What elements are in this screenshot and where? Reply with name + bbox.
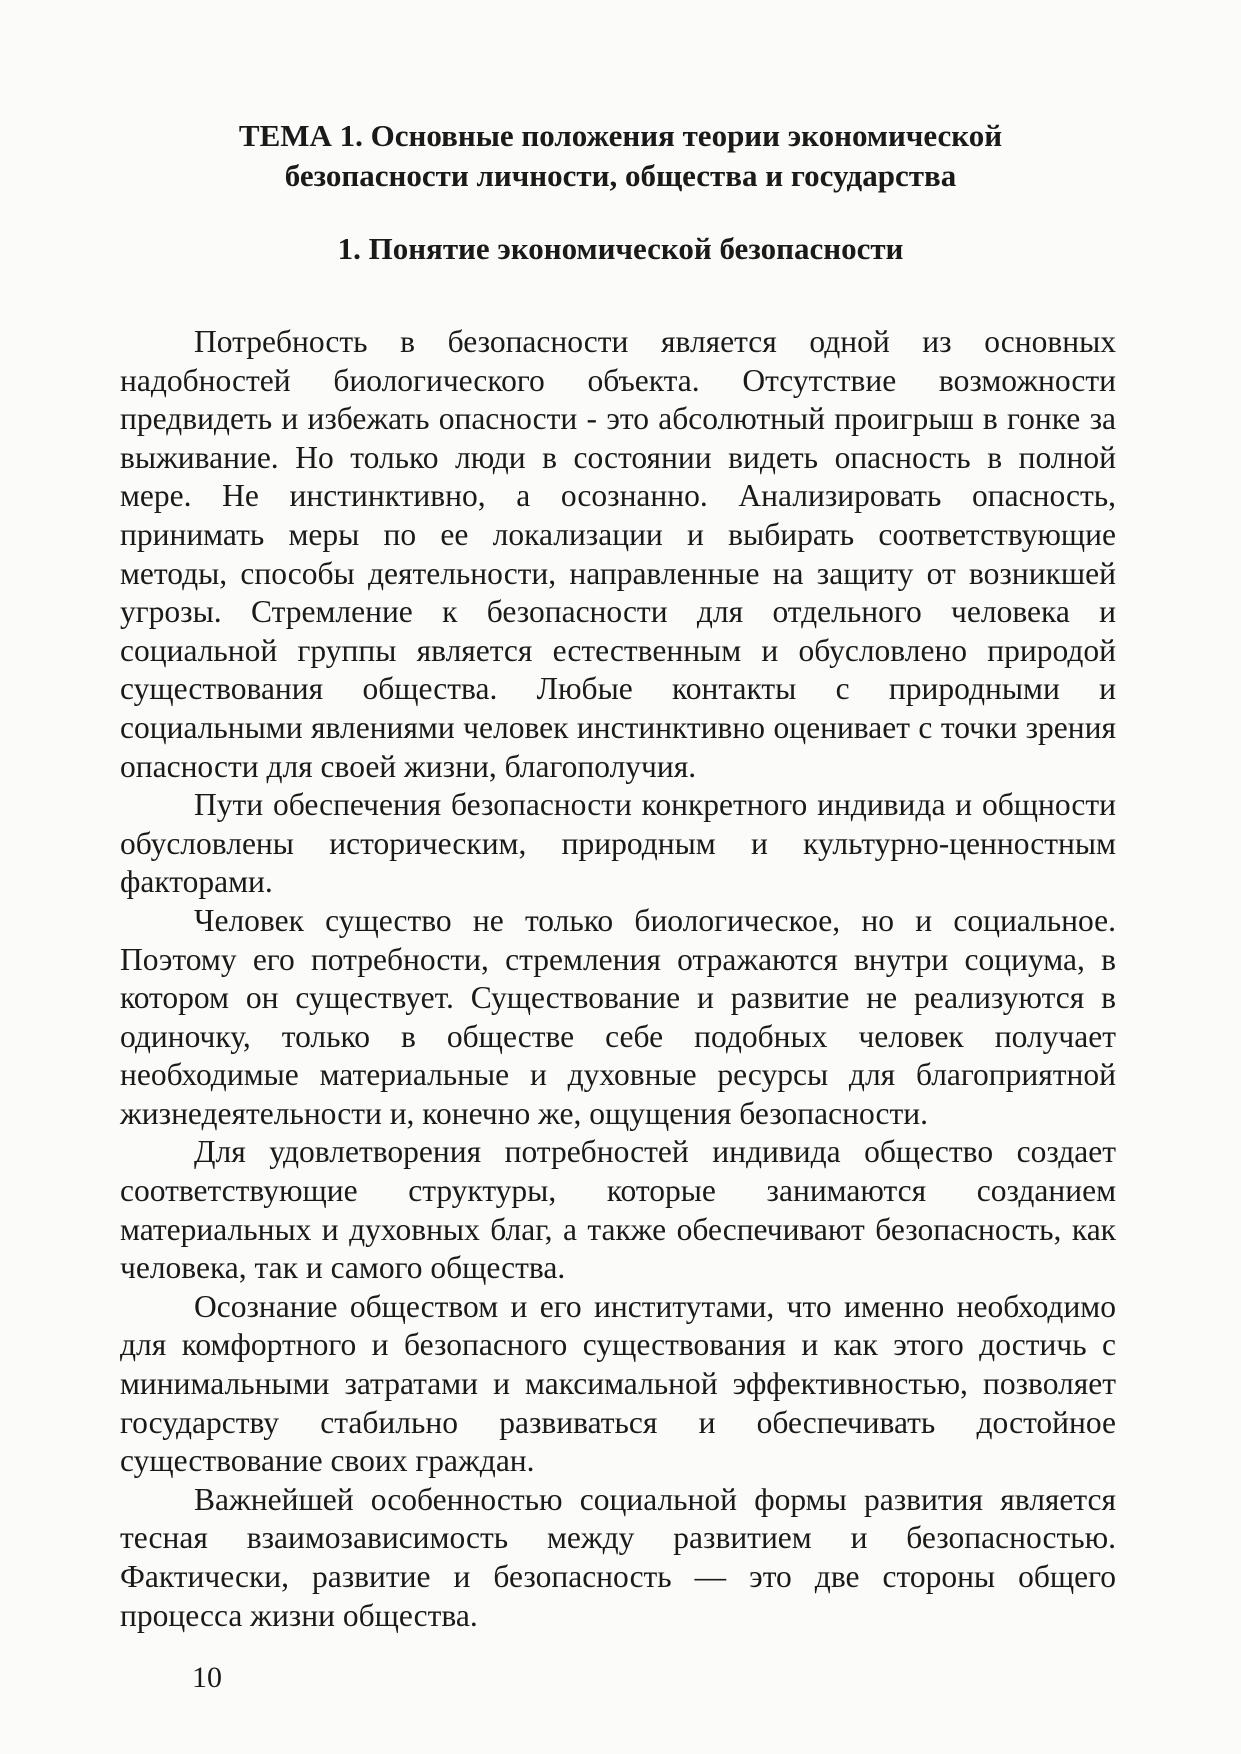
section-title: 1. Понятие экономической безопасности: [337, 231, 904, 266]
topic-title: [120, 116, 1121, 196]
body-text: [120, 323, 1116, 1635]
paragraph-1: Потребность в безопасности является одной из основных надобностей биологического объекта. Отсутствие возможности предвидеть и избежать опасности - это абсолютный проигрыш в гонке за выживание. Но только люди в состоянии видеть опасность в полной мере. Не инстинктивно, а осознанно. Анализировать опасность, принимать меры по ее локализации и выбирать соответствующие методы, способы деятельности, направленные на защиту от возникшей угрозы. Стремление к безопасности для отдельного человека и социальной группы является естественным и обусловлено природой существования общества. Любые контакты с природными и социальными явлениями человек инстинктивно оценивает с точки зрения опасности для своей жизни, благополучия.: [120, 324, 1116, 784]
topic-title-line-1: ТЕМА 1. Основные положения теории экономической: [238, 118, 1003, 153]
paragraph-3: Человек существо не только биологическое, но и социальное. Поэтому его потребности, стремления отражаются внутри социума, в котором он существует. Существование и развитие не реализуются в одиночку, только в обществе себе подобных человек получает необходимые материальные и духовные ресурсы для благоприятной жизнедеятельности и, конечно же, ощущения безопасности.: [120, 902, 1116, 1131]
paragraph-5: Осознание обществом и его институтами, что именно необходимо для комфортного и безопасного существования и как этого достичь с минимальными затратами и максимальной эффективностью, позволяет государству стабильно развиваться и обеспечивать достойное существование своих граждан.: [120, 1288, 1116, 1479]
paragraph-6: Важнейшей особенностью социальной формы развития является тесная взаимозависимость между развитием и безопасностью. Фактически, развитие и безопасность — это две стороны общего процесса жизни общества.: [120, 1481, 1116, 1633]
page-number: 10: [192, 1661, 222, 1694]
paragraph-2: Пути обеспечения безопасности конкретного индивида и общности обусловлены историческим, природным и культурно-ценностным факторами.: [120, 787, 1116, 900]
paragraph-4: Для удовлетворения потребностей индивида общество создает соответствующие структуры, которые занимаются созданием материальных и духовных благ, а также обеспечивают безопасность, как человека, так и самого общества.: [120, 1134, 1116, 1286]
topic-title-line-2: безопасности личности, общества и государства: [284, 158, 957, 193]
